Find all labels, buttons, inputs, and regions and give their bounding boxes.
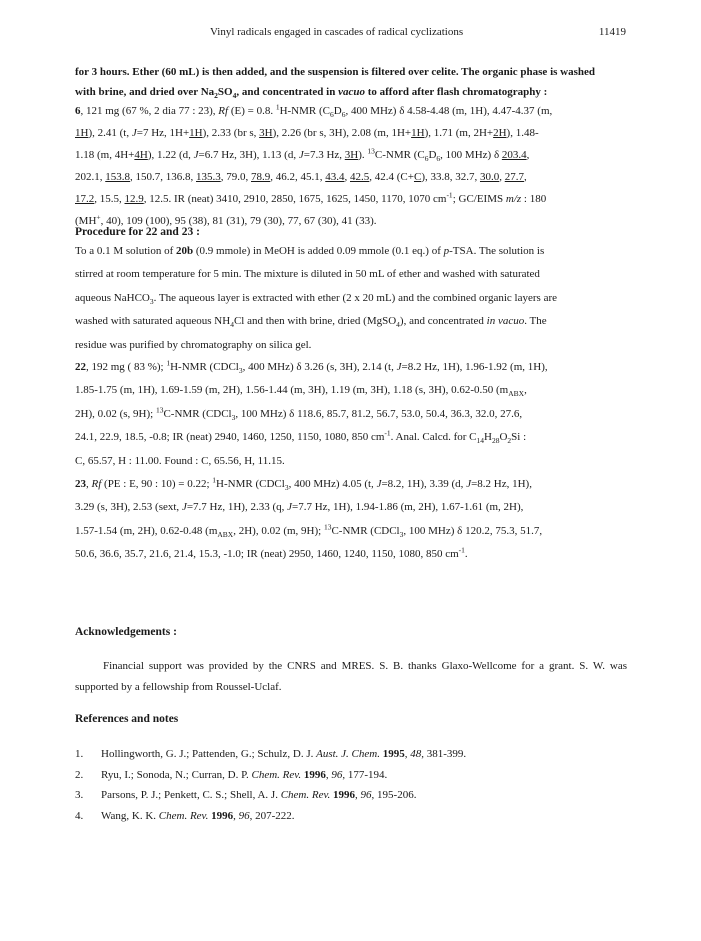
procedure-paragraph [75,240,627,357]
reference-item: 2. Ryu, I.; Sonoda, N.; Curran, D. P. Chem. Rev. 1996, 96, 177-194. [75,765,635,786]
reference-volume: 96 [331,768,343,781]
reference-volume: 96 [360,789,372,802]
text-line: 1H), 2.41 (t, J=7 Hz, 1H+1H), 2.33 (br s, 3H), 2.26 (br s, 3H), 2.08 (m, 1H+1H), 1.71 (m, 2H+2H), 1.48- [75,127,539,139]
text-line: washed with saturated aqueous $NH_4Cl$ and then with brine, dried (MgSO$_4$), and concentrated in vacuo. The [75,315,547,330]
reference-year: 1996 [303,768,326,781]
reference-volume: 96 [238,809,250,822]
reference-number: 3. [75,789,84,802]
reference-year: 1996 [333,789,356,802]
reference-volume: 48 [410,748,422,760]
reference-journal: Aust. J. Chem. [316,748,380,760]
reference-journal: Chem. Rev. [280,789,331,802]
reference-pages: , 177-194. [342,768,388,781]
references-heading: References and notes [75,713,179,725]
text-line: 1.18 (m, 4H+4H), 1.22 (d, J=6.7 Hz, 3H), 1.13 (d, J=7.3 Hz, 3H). $^{13}$C-NMR ($C_6D_6$, 100 MHz) δ 203.4, [75,146,530,164]
text-line: To a 0.1 M solution of 20b (0.9 mmole) in MeOH is added 0.09 mmole (0.1 eq.) of p-TSA. The solution is [75,245,545,257]
reference-authors: Parsons, P. J.; Penkett, C. S.; Shell, A. J. [101,789,281,802]
text-line: with brine, and dried over $Na_2SO_4$, and concentrated in vacuo to afford after flash chromatography : [75,86,548,101]
text-line: for 3 hours. Ether (60 mL) is then added, and the suspension is filtered over celite. The organic phase is washed [75,66,595,78]
reference-authors: Ryu, I.; Sonoda, N.; Curran, D. P. [101,768,252,781]
reference-authors: Hollingworth, G. J.; Pattenden, G.; Schulz, D. J. [101,748,317,760]
text-line: stirred at room temperature for 5 min. The mixture is diluted in 50 mL of ether and washed with saturated [75,268,540,281]
reference-pages: , 195-206. [371,789,417,802]
reference-year: 1996 [211,809,234,822]
text-line: (MH+, 40), 109 (100), 95 (38), 81 (31), 79 (30), 77, 67 (30), 41 (33). [75,212,377,227]
reference-authors: Wang, K. K. [101,809,159,822]
text-line: 23, Rf (PE : E, 90 : 10) = 0.22; $^1$H-NMR (CDCl$_3$, 400 MHz) 4.05 (t, J=8.2, 1H), 3.39 (d, J=8.2 Hz, 1H), [75,475,532,493]
text-line: 50.6, 36.6, 35.7, 21.6, 21.4, 15.3, -1.0; IR (neat) 2950, 1460, 1240, 1150, 1080, 850 $cm^{-1}$. [75,545,468,561]
compound-23-data [75,473,627,567]
text-line: 22, 192 mg ( 83 %); $^1$H-NMR (CDCl$_3$, 400 MHz) δ 3.26 (s, 3H), 2.14 (t, J=8.2 Hz, 1H), 1.96-1.92 (m, 1H), [75,358,548,376]
text-line: 24.1, 22.9, 18.5, -0.8; IR (neat) 2940, 1460, 1250, 1150, 1080, 850 $cm^{-1}$. Anal. Calcd. for $C_{14}H_{28}O_2Si$ : [75,428,527,446]
procedure-heading: Procedure for 22 and 23 : [75,226,200,238]
reference-pages: , 381-399. [421,748,467,760]
text-line: 1.57-1.54 (m, 2H), 0.62-0.48 ($m_{ABX}$, 2H), 0.02 (m, 9H); $^{13}$C-NMR (CDCl$_3$, 100 MHz) δ 120.2, 75.3, 51.7, [75,522,543,539]
text-line: 3.29 (s, 3H), 2.53 (sext, J=7.7 Hz, 1H), 2.33 (q, J=7.7 Hz, 1H), 1.94-1.86 (m, 2H), 1.67-1.61 (m, 2H), [75,501,524,514]
reference-list [75,744,635,826]
acknowledgements-text: Financial support was provided by the CNRS and MRES. S. B. thanks Glaxo-Wellcome for a grant. S. W. was supported by a fellowship from Roussel-Uclaf. [75,660,627,693]
text-line: 202.1, 153.8, 150.7, 136.8, 135.3, 79.0, 78.9, 46.2, 45.1, 43.4, 42.5, 42.4 (C+C), 33.8, 32.7, 30.0, 27.7, [75,171,527,183]
running-title: Vinyl radicals engaged in cascades of radical cyclizations [210,26,464,38]
running-header [0,26,701,42]
acknowledgements-heading: Acknowledgements : [75,626,177,638]
reference-item: 3. Parsons, P. J.; Penkett, C. S.; Shell, A. J. Chem. Rev. 1996, 96, 195-206. [75,785,635,806]
text-line: aqueous NaHCO$_3$. The aqueous layer is extracted with ether (2 x 20 mL) and the combined organic layers are [75,291,557,306]
reference-pages: , 207-222. [249,809,295,822]
compound-22-data [75,356,627,473]
text-line: C, 65.57, H : 11.00. Found : C, 65.56, H, 11.15. [75,454,285,467]
workup-paragraph [75,62,627,103]
text-line: 17.2, 15.5, 12.9, 12.5. IR (neat) 3410, 2910, 2850, 1675, 1625, 1450, 1170, 1070 $cm^{-1}$; GC/EIMS m/z : 180 [75,190,547,205]
text-line: 6, 121 mg (67 %, 2 dia 77 : 23), Rf (E) = 0.8. $^1$H-NMR ($C_6D_6$, 400 MHz) δ 4.58-4.48 (m, 1H), 4.47-4.37 (m, [75,102,553,120]
reference-journal: Chem. Rev. [158,809,209,822]
reference-journal: Chem. Rev. [251,768,302,781]
reference-number: 2. [75,768,84,781]
reference-item: 1. Hollingworth, G. J.; Pattenden, G.; Schulz, D. J. Aust. J. Chem. 1995, 48, 381-399. [75,744,635,765]
compound-number: 23 [75,478,86,490]
page-number: 11419 [598,26,626,38]
compound-number: 22 [75,361,86,373]
reference-number: 1. [75,748,84,760]
text-line: 1.85-1.75 (m, 1H), 1.69-1.59 (m, 2H), 1.56-1.44 (m, 3H), 1.19 (m, 3H), 1.18 (s, 3H), 0.62-0.50 ($m_{ABX}$, [75,384,527,399]
compound-number: 6 [75,105,81,117]
reference-number: 4. [75,809,84,822]
reference-item: 4. Wang, K. K. Chem. Rev. 1996, 96, 207-222. [75,806,635,827]
compound-6-data [75,100,627,232]
text-line: residue was purified by chromatography on silica gel. [75,338,312,351]
reference-year: 1995 [382,748,405,760]
text-line: 2H), 0.02 (s, 9H); $^{13}$C-NMR (CDCl$_3$, 100 MHz) δ 118.6, 85.7, 81.2, 56.7, 53.0, 50.4, 36.3, 32.0, 27.6, [75,405,523,422]
